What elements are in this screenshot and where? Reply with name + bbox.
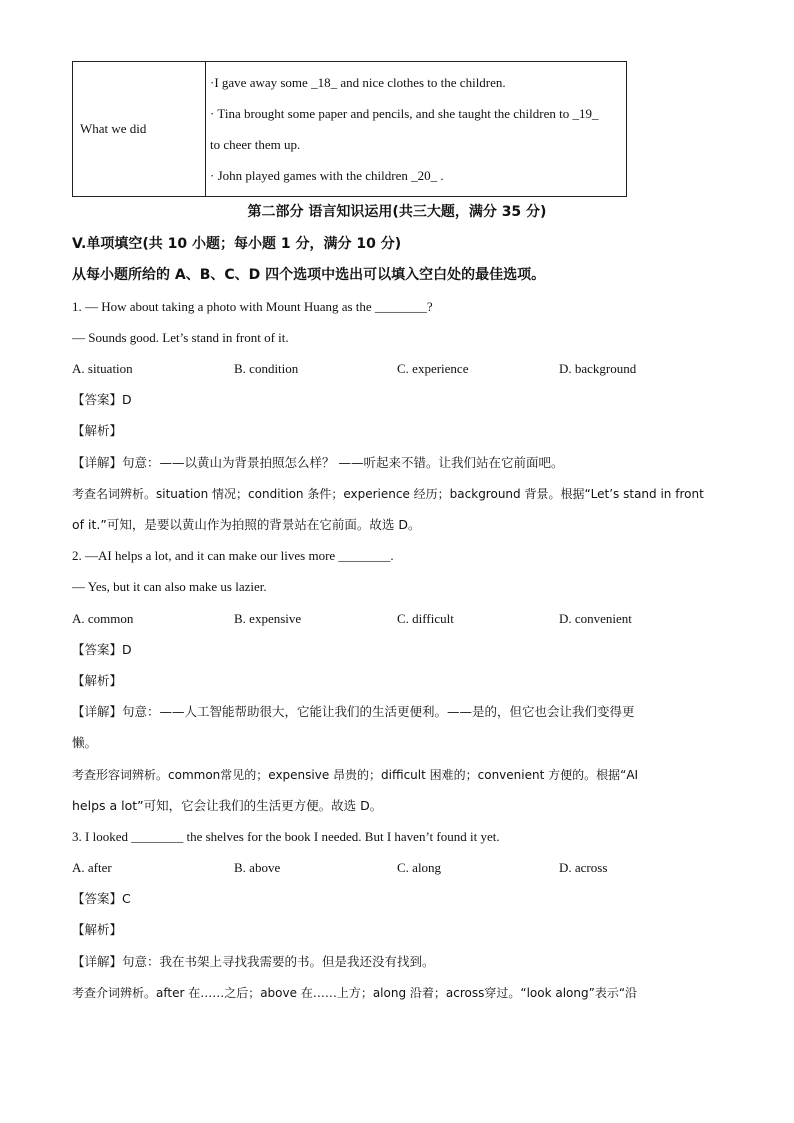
q1-option-d: D. background [559,361,637,376]
q2-stem-line-1: 2. —AI helps a lot, and it can make our lives more ________. [72,548,394,563]
q2-option-a: A. common [72,611,134,626]
q1-explanation-line-2: of it.”可知，是要以黄山作为拍照的背景站在它前面。故选 D。 [72,517,421,532]
table-label: What we did [80,121,147,136]
q2-explanation-line-2: helps a lot”可知，它会让我们的生活更方便。故选 D。 [72,798,383,813]
q2-detail-line-1: 【详解】句意：——人工智能帮助很大，它能让我们的生活更便利。——是的，但它也会让我们变得更 [72,704,635,719]
table-line-1: ·I gave away some _18_ and nice clothes to the children. [210,75,506,90]
q3-option-c: C. along [397,860,442,875]
q2-option-c: C. difficult [397,611,454,626]
table-label-cell [73,62,206,197]
table-line-2: · Tina brought some paper and pencils, and she taught the children to _19_ [210,106,599,121]
q3-option-d: D. across [559,860,608,875]
activity-table [72,61,627,197]
part-heading: V.单项填空(共 10 小题；每小题 1 分，满分 10 分) [72,236,402,252]
q1-stem-line-2: — Sounds good. Let’s stand in front of it. [72,330,289,345]
q1-option-c: C. experience [397,361,469,376]
section-title: 第二部分 语言知识运用(共三大题，满分 35 分) [247,204,547,220]
q2-explanation-line-1: 考查形容词辨析。common常见的；expensive 昂贵的；difficult 困难的；convenient 方便的。根据“AI [72,768,639,782]
q1-option-a: A. situation [72,361,133,376]
q3-explanation-line-1: 考查介词辨析。after 在……之后；above 在……上方；along 沿着；across穿过。“look along”表示“沿 [72,986,638,1000]
q1-detail: 【详解】句意：——以黄山为背景拍照怎么样？ ——听起来不错。让我们站在它前面吧。 [72,455,564,470]
q3-detail: 【详解】句意：我在书架上寻找我需要的书。但是我还没有找到。 [72,954,435,969]
q2-stem-line-2: — Yes, but it can also make us lazier. [72,579,267,594]
q2-analysis-label: 【解析】 [72,673,123,688]
table-content-cell [206,62,627,197]
q1-stem-line-1: 1. — How about taking a photo with Mount Huang as the ________? [72,299,433,314]
q1-option-b: B. condition [234,361,299,376]
table-line-3: to cheer them up. [210,137,301,152]
q3-stem-line-1: 3. I looked ________ the shelves for the book I needed. But I haven’t found it yet. [72,829,500,844]
q3-option-b: B. above [234,860,281,875]
q2-detail-line-2: 懒。 [72,735,98,750]
q1-explanation-line-1: 考查名词辨析。situation 情况；condition 条件；experience 经历；background 背景。根据“Let’s stand in front [72,487,704,501]
table-line-4: · John played games with the children _20_ . [210,168,444,183]
q3-option-a: A. after [72,860,112,875]
q1-answer: 【答案】D [72,392,132,407]
q3-answer: 【答案】C [72,891,131,906]
q3-analysis-label: 【解析】 [72,922,123,937]
part-instruction: 从每小题所给的 A、B、C、D 四个选项中选出可以填入空白处的最佳选项。 [72,267,546,283]
q2-option-d: D. convenient [559,611,632,626]
q2-answer: 【答案】D [72,642,132,657]
q1-analysis-label: 【解析】 [72,423,123,438]
q2-option-b: B. expensive [234,611,302,626]
